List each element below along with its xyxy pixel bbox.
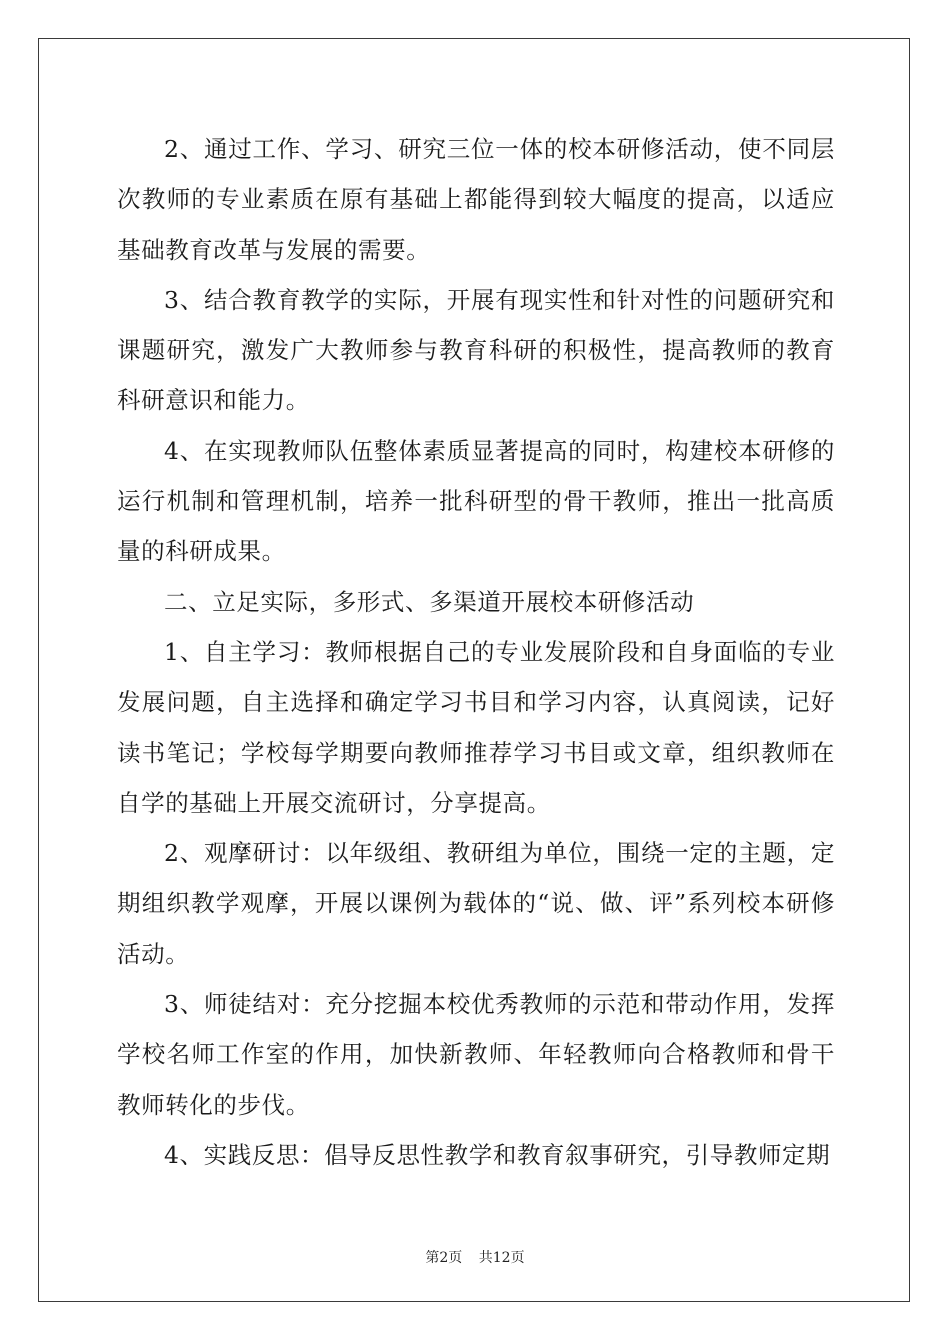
section-heading: 二、立足实际，多形式、多渠道开展校本研修活动 [164, 587, 695, 616]
paragraph: 3、师徒结对：充分挖掘本校优秀教师的示范和带动作用，发挥学校名师工作室的作用，加快新教师、年轻教师向合格教师和骨干教师转化的步伐。 [117, 990, 835, 1119]
page-number: 第2页 [425, 1250, 463, 1266]
document-body [117, 124, 835, 1180]
paragraph: 3、结合教育教学的实际，开展有现实性和针对性的问题研究和课题研究，激发广大教师参与教育科研的积极性，提高教师的教育科研意识和能力。 [117, 285, 835, 415]
page-footer [0, 1247, 950, 1267]
paragraph: 4、实践反思：倡导反思性教学和教育叙事研究，引导教师定期 [164, 1140, 831, 1169]
paragraph: 2、观摩研讨：以年级组、教研组为单位，围绕一定的主题，定期组织教学观摩，开展以课例为载体的“说、做、评”系列校本研修活动。 [117, 839, 835, 968]
paragraph: 2、通过工作、学习、研究三位一体的校本研修活动，使不同层次教师的专业素质在原有基础上都能得到较大幅度的提高，以适应基础教育改革与发展的需要。 [117, 135, 835, 264]
paragraph: 4、在实现教师队伍整体素质显著提高的同时，构建校本研修的运行机制和管理机制，培养一批科研型的骨干教师，推出一批高质量的科研成果。 [117, 436, 835, 566]
total-pages: 共12页 [478, 1250, 525, 1266]
paragraph: 1、自主学习：教师根据自己的专业发展阶段和自身面临的专业发展问题，自主选择和确定学习书目和学习内容，认真阅读，记好读书笔记；学校每学期要向教师推荐学习书目或文章，组织教师在自学的基础上开展交流研讨，分享提高。 [117, 637, 835, 817]
